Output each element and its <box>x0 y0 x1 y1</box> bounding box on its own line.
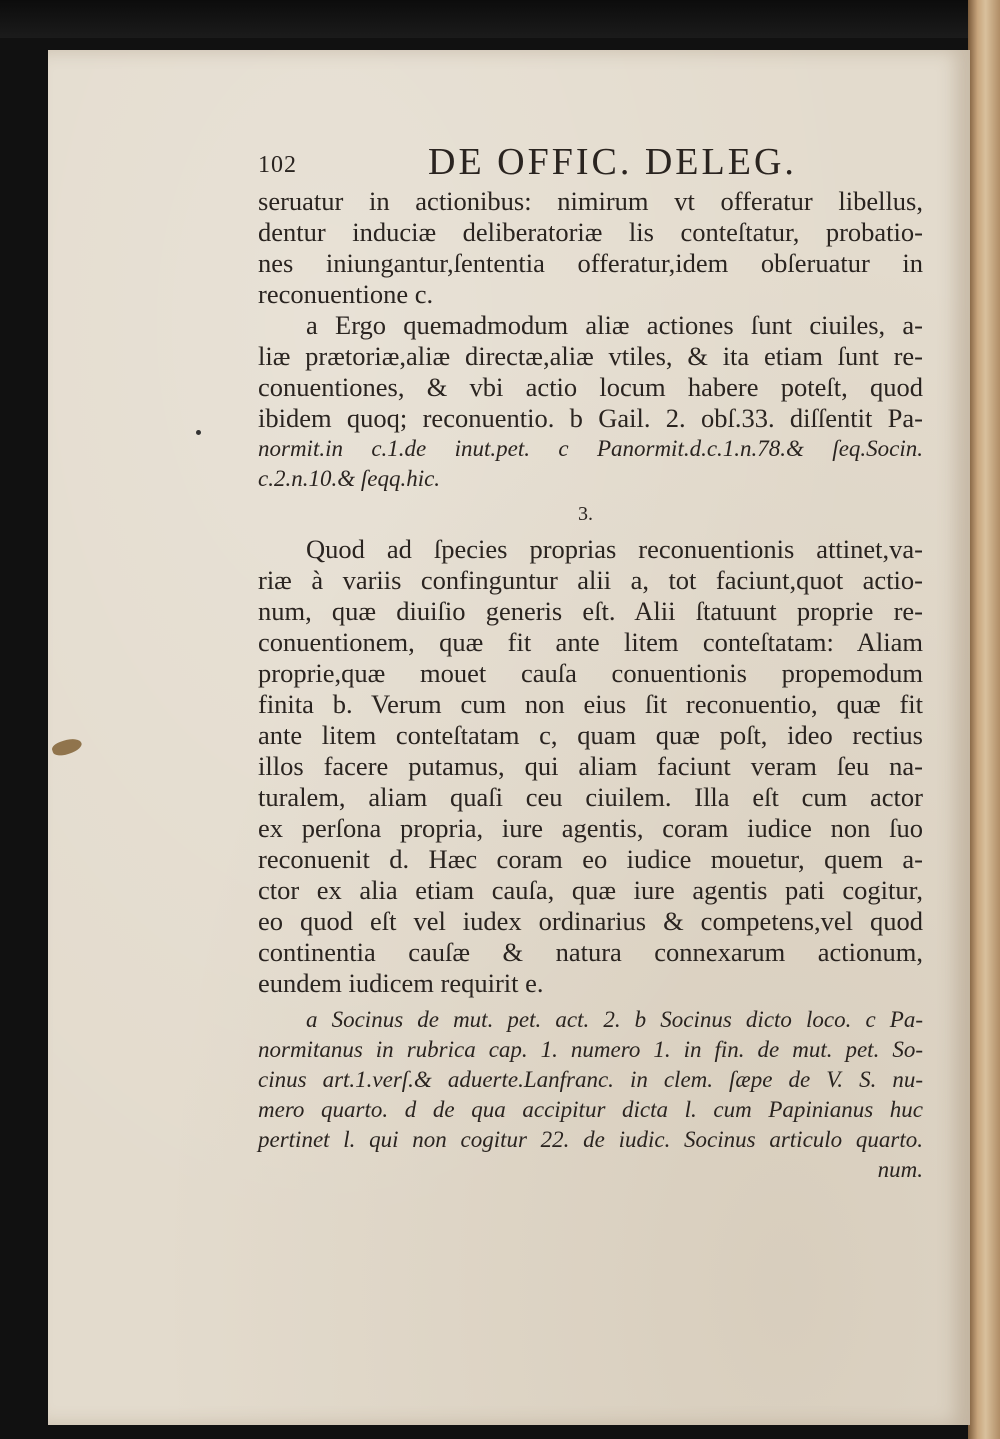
text-line: eo quod eſt vel iudex ordinarius & competens,vel quod <box>258 906 923 936</box>
footnote-line: pertinet l. qui non cogitur 22. de iudic. Socinus articulo quarto. <box>258 1127 923 1152</box>
text-line: num, quæ diuiſio generis eſt. Alii ſtatuunt proprie re- <box>258 596 923 626</box>
text-line: nes iniungantur,ſententia offeratur,idem obſeruatur in <box>258 248 923 278</box>
paragraph-1 <box>258 186 923 310</box>
text-line: reconuentione c. <box>258 279 434 309</box>
text-line: proprie,quæ mouet cauſa conuentionis propemodum <box>258 658 923 688</box>
footnote-line: cinus art.1.verſ.& aduerte.Lanfranc. in clem. ſæpe de V. S. nu- <box>258 1067 923 1092</box>
text-line: ante litem conteſtatam c, quam quæ poſt, ideo rectius <box>258 720 923 750</box>
text-line: ibidem quoq; reconuentio. b Gail. 2. obſ.33. diſſentit Pa- <box>258 403 923 433</box>
text-line: a Ergo quemadmodum aliæ actiones ſunt ciuiles, a- <box>306 310 923 340</box>
margin-dot <box>196 430 201 435</box>
footnote-line: normitanus in rubrica cap. 1. numero 1. in fin. de mut. pet. So- <box>258 1037 923 1062</box>
text-line-italic: c.2.n.10.& ſeqq.hic. <box>258 466 441 491</box>
book-gutter-edge <box>968 0 1000 1439</box>
page-text <box>258 140 923 1185</box>
text-line: ex perſona propria, iure agentis, coram iudice non ſuo <box>258 813 923 843</box>
text-line: finita b. Verum cum non eius ſit reconuentio, quæ fit <box>258 689 923 719</box>
footnotes <box>258 1005 923 1185</box>
scan-top-border <box>0 0 1000 38</box>
text-line: Quod ad ſpecies proprias reconuentionis attinet,va- <box>306 534 923 564</box>
text-line: reconuenit d. Hæc coram eo iudice mouetur, quem a- <box>258 844 923 874</box>
text-line: seruatur in actionibus: nimirum vt offeratur libellus, <box>258 186 923 216</box>
text-line: riæ à variis confinguntur alii a, tot faciunt,quot actio- <box>258 565 923 595</box>
text-line: dentur induciæ deliberatoriæ lis conteſtatur, probatio- <box>258 217 923 247</box>
text-line: eundem iudicem requirit e. <box>258 968 544 998</box>
page-number: 102 <box>258 152 297 178</box>
paragraph-3 <box>258 534 923 999</box>
footnote-line: a Socinus de mut. pet. act. 2. b Socinus dicto loco. c Pa- <box>306 1007 923 1032</box>
text-line: conuentionem, quæ fit ante litem conteſtatam: Aliam <box>258 627 923 657</box>
paragraph-2 <box>258 310 923 494</box>
text-line: conuentiones, & vbi actio locum habere poteſt, quod <box>258 372 923 402</box>
text-line: illos facere putamus, qui aliam faciunt veram ſeu na- <box>258 751 923 781</box>
footnote-line: mero quarto. d de qua accipitur dicta l. cum Papinianus huc <box>258 1097 923 1122</box>
text-line-italic: normit.in c.1.de inut.pet. c Panormit.d.c.1.n.78.& ſeq.Socin. <box>258 436 923 461</box>
catchword: num. <box>877 1157 923 1182</box>
text-line: liæ prætoriæ,aliæ directæ,aliæ vtiles, & ita etiam ſunt re- <box>258 341 923 371</box>
section-number: 3. <box>578 503 593 525</box>
text-line: ctor ex alia etiam cauſa, quæ iure agentis pati cogitur, <box>258 875 923 905</box>
text-line: turalem, aliam quaſi ceu ciuilem. Illa eſt cum actor <box>258 782 923 812</box>
page-header <box>258 140 923 186</box>
running-head: DE OFFIC. DELEG. <box>428 141 797 183</box>
text-line: continentia cauſæ & natura connexarum actionum, <box>258 937 923 967</box>
